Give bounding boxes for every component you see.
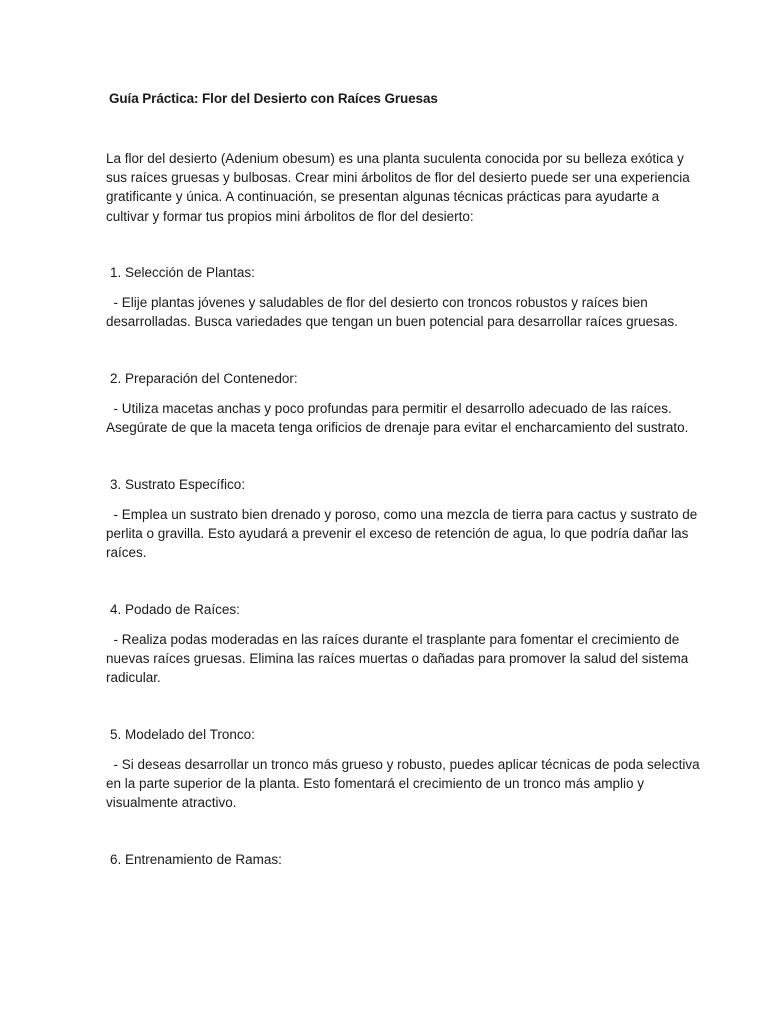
section-heading-1: 1. Selección de Plantas:	[110, 265, 255, 280]
section-body-5	[106, 755, 700, 813]
body-line: visualmente atractivo.	[106, 795, 237, 811]
section-body-3	[106, 505, 698, 563]
body-line: radicular.	[106, 670, 161, 686]
intro-line: gratificante y única. A continuación, se presentan algunas técnicas prácticas para ayudarte a	[106, 189, 660, 205]
body-line: - Realiza podas moderadas en las raíces durante el trasplante para fomentar el crecimiento de	[106, 632, 680, 647]
section-body-1	[106, 293, 676, 331]
body-line: nuevas raíces gruesas. Elimina las raíces muertas o dañadas para promover la salud del sistema	[106, 651, 689, 667]
section-heading-4: 4. Podado de Raíces:	[110, 602, 240, 617]
body-line: perlita o gravilla. Esto ayudará a prevenir el exceso de retención de agua, lo que podría dañar las	[106, 526, 689, 542]
section-heading-3: 3. Sustrato Específico:	[110, 477, 246, 492]
section-heading-5: 5. Modelado del Tronco:	[110, 727, 255, 742]
document-title: Guía Práctica: Flor del Desierto con Raíces Gruesas	[109, 91, 438, 106]
body-line: - Utiliza macetas anchas y poco profundas para permitir el desarrollo adecuado de las raíces.	[106, 401, 672, 416]
body-line: - Elije plantas jóvenes y saludables de flor del desierto con troncos robustos y raíces bien	[106, 295, 648, 310]
body-line: raíces.	[106, 545, 147, 561]
section-body-2	[106, 399, 689, 437]
intro-line: La flor del desierto (Adenium obesum) es una planta suculenta conocida por su belleza exótica y	[106, 151, 684, 166]
intro-line: cultivar y formar tus propios mini árbolitos de flor del desierto:	[106, 208, 474, 224]
section-body-4	[106, 630, 689, 688]
intro-line: sus raíces gruesas y bulbosas. Crear mini árbolitos de flor del desierto puede ser una experiencia	[106, 170, 690, 186]
body-line: - Si deseas desarrollar un tronco más grueso y robusto, puedes aplicar técnicas de poda selectiva	[106, 757, 700, 772]
section-heading-2: 2. Preparación del Contenedor:	[110, 371, 298, 386]
body-line: en la parte superior de la planta. Esto fomentará el crecimiento de un tronco más amplio y	[106, 776, 645, 792]
body-line: Asegúrate de que la maceta tenga orificios de drenaje para evitar el encharcamiento del sustrato.	[106, 420, 689, 436]
section-heading-6: 6. Entrenamiento de Ramas:	[110, 852, 282, 867]
intro-paragraph	[106, 149, 690, 226]
body-line: - Emplea un sustrato bien drenado y poroso, como una mezcla de tierra para cactus y sustrato de	[106, 507, 698, 522]
body-line: desarrolladas. Busca variedades que tengan un buen potencial para desarrollar raíces gruesas.	[106, 314, 678, 330]
